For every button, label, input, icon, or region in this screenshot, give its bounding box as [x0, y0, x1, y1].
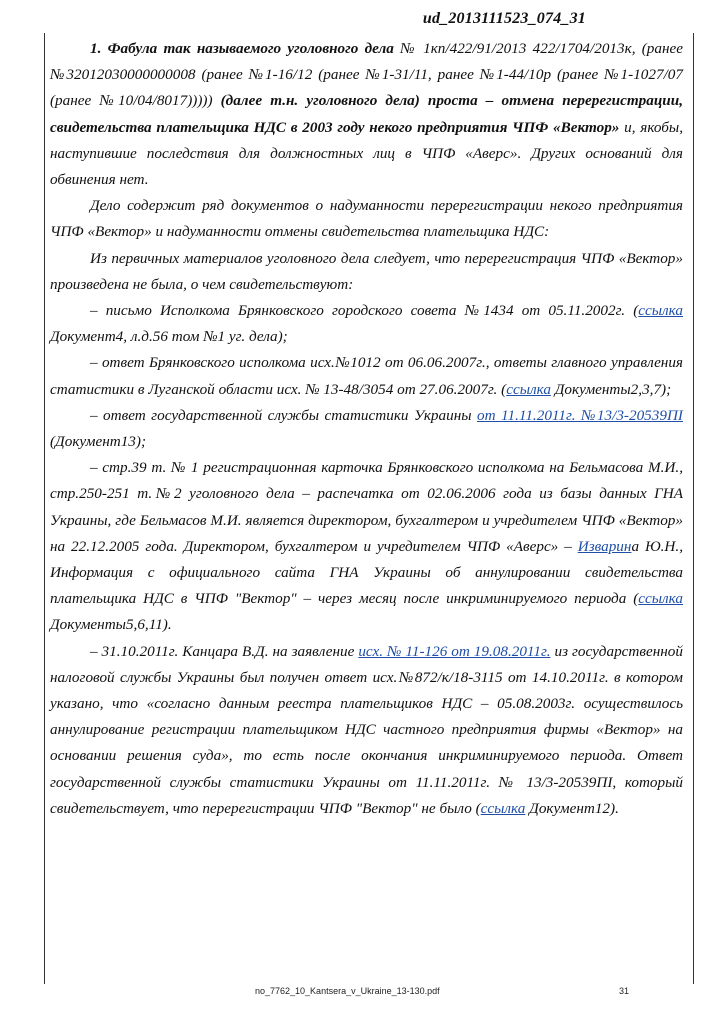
paragraph-1 — [50, 36, 683, 193]
bold-text: Фабула так называемого уголовного дела — [107, 40, 394, 57]
text: Документы2,3,7); — [550, 380, 672, 398]
page-number: 31 — [619, 986, 630, 996]
text: – письмо Исполкома Брянковского городского совета №1434 от 05.11.2002г. ( — [90, 302, 639, 320]
text: – стр.39 т. № 1 регистрационная карточка Брянковского исполкома на Бельмасова М.И., стр.250-251 т.№2 уголовного дела – распечатка от 02.06.2006 года из базы данных ГНА Украины, где Бельмасов М.И. является директором, бухгалтером и учредителем ЧПФ «Вектор» на 22.12.2005 года. Директором, бухгалтером и учредителем ЧПФ «Аверс» – — [50, 459, 683, 555]
text: – ответ государственной службы статистики Украины — [90, 406, 477, 424]
text: а Ю.Н., Информация с официального сайта ГНА Украины об аннулировании свидетельства плательщика НДС в ЧПФ "Вектор" – через месяц после инкриминируемого периода ( — [50, 537, 683, 608]
document-id: ud_2013111523_074_31 — [422, 10, 586, 27]
reference-link[interactable]: ссылка — [638, 302, 683, 320]
text: № 1кп/422/91/2013 422/1704/2013к, (ранее №32012030000000008 (ранее №1-16/12 (ранее №1-31/11, ранее №1-44/10р (ранее №1-1027/07 (ранее №10/04/8017))))) — [50, 40, 684, 110]
reference-link[interactable]: ссылка — [638, 590, 683, 608]
document-body — [50, 36, 683, 822]
item-number: 1. — [90, 40, 102, 57]
paragraph-7 — [50, 455, 683, 638]
text: Документ12). — [525, 799, 619, 817]
paragraph-8 — [50, 639, 683, 822]
text: Документы5,6,11). — [50, 616, 172, 634]
paragraph-4 — [50, 298, 683, 350]
text: из государственной налоговой службы Украины был получен ответ исх.№872/к/18-3115 от 14.10.2011г. в котором указано, что «согласно данным реестра плательщиков НДС – 05.08.2003г. осуществилось аннулирование регистрации плательщиком НДС частного предприятия фирмы «Вектор» на основании решения суда», то есть после окончания инкриминируемого периода. Ответ государственной службы статистики Украины от 11.11.2011г. № 13/3-20539ПІ, который свидетельствует, что перерегистрации ЧПФ "Вектор" не было ( — [50, 642, 683, 817]
paragraph-6 — [50, 403, 683, 455]
text: и, якобы, наступившие последствия для должностных лиц в ЧПФ «Аверс». Других оснований для обвинения нет. — [50, 118, 683, 189]
reference-link[interactable]: ссылка — [480, 799, 526, 817]
footer-filename: no_7762_10_Kantsera_v_Ukraine_13-130.pdf — [255, 986, 440, 996]
reference-link[interactable]: ссылка — [506, 380, 551, 398]
paragraph-5 — [50, 350, 683, 402]
reference-link[interactable]: от 11.11.2011г. №13/3-20539ПІ — [477, 406, 683, 424]
text: – ответ Брянковского исполкома исх.№1012 от 06.06.2007г., ответы главного управления статистики в Луганской области исх. № 13-48/3054 от 27.06.2007г. ( — [50, 354, 683, 398]
text: – 31.10.2011г. Канцара В.Д. на заявление — [90, 642, 359, 660]
bold-text: (далее т.н. уголовного дела) проста – отмена перерегистрации, свидетельства плательщика НДС в 2003 году некого предприятия ЧПФ «Вектор» — [50, 92, 683, 136]
text: (Документ13); — [50, 433, 147, 451]
paragraph-2: Дело содержит ряд документов о надуманности перерегистрации некого предприятия ЧПФ «Вектор» и надуманности отмены свидетельства плательщика НДС: — [50, 197, 683, 241]
paragraph-3: Из первичных материалов уголовного дела следует, что перерегистрация ЧПФ «Вектор» произведена не была, о чем свидетельствуют: — [50, 249, 683, 293]
reference-link[interactable]: Изварин — [577, 537, 632, 555]
text: Документ4, л.д.56 том №1 уг. дела); — [50, 328, 288, 346]
reference-link[interactable]: исх. № 11-126 от 19.08.2011г. — [358, 642, 551, 660]
